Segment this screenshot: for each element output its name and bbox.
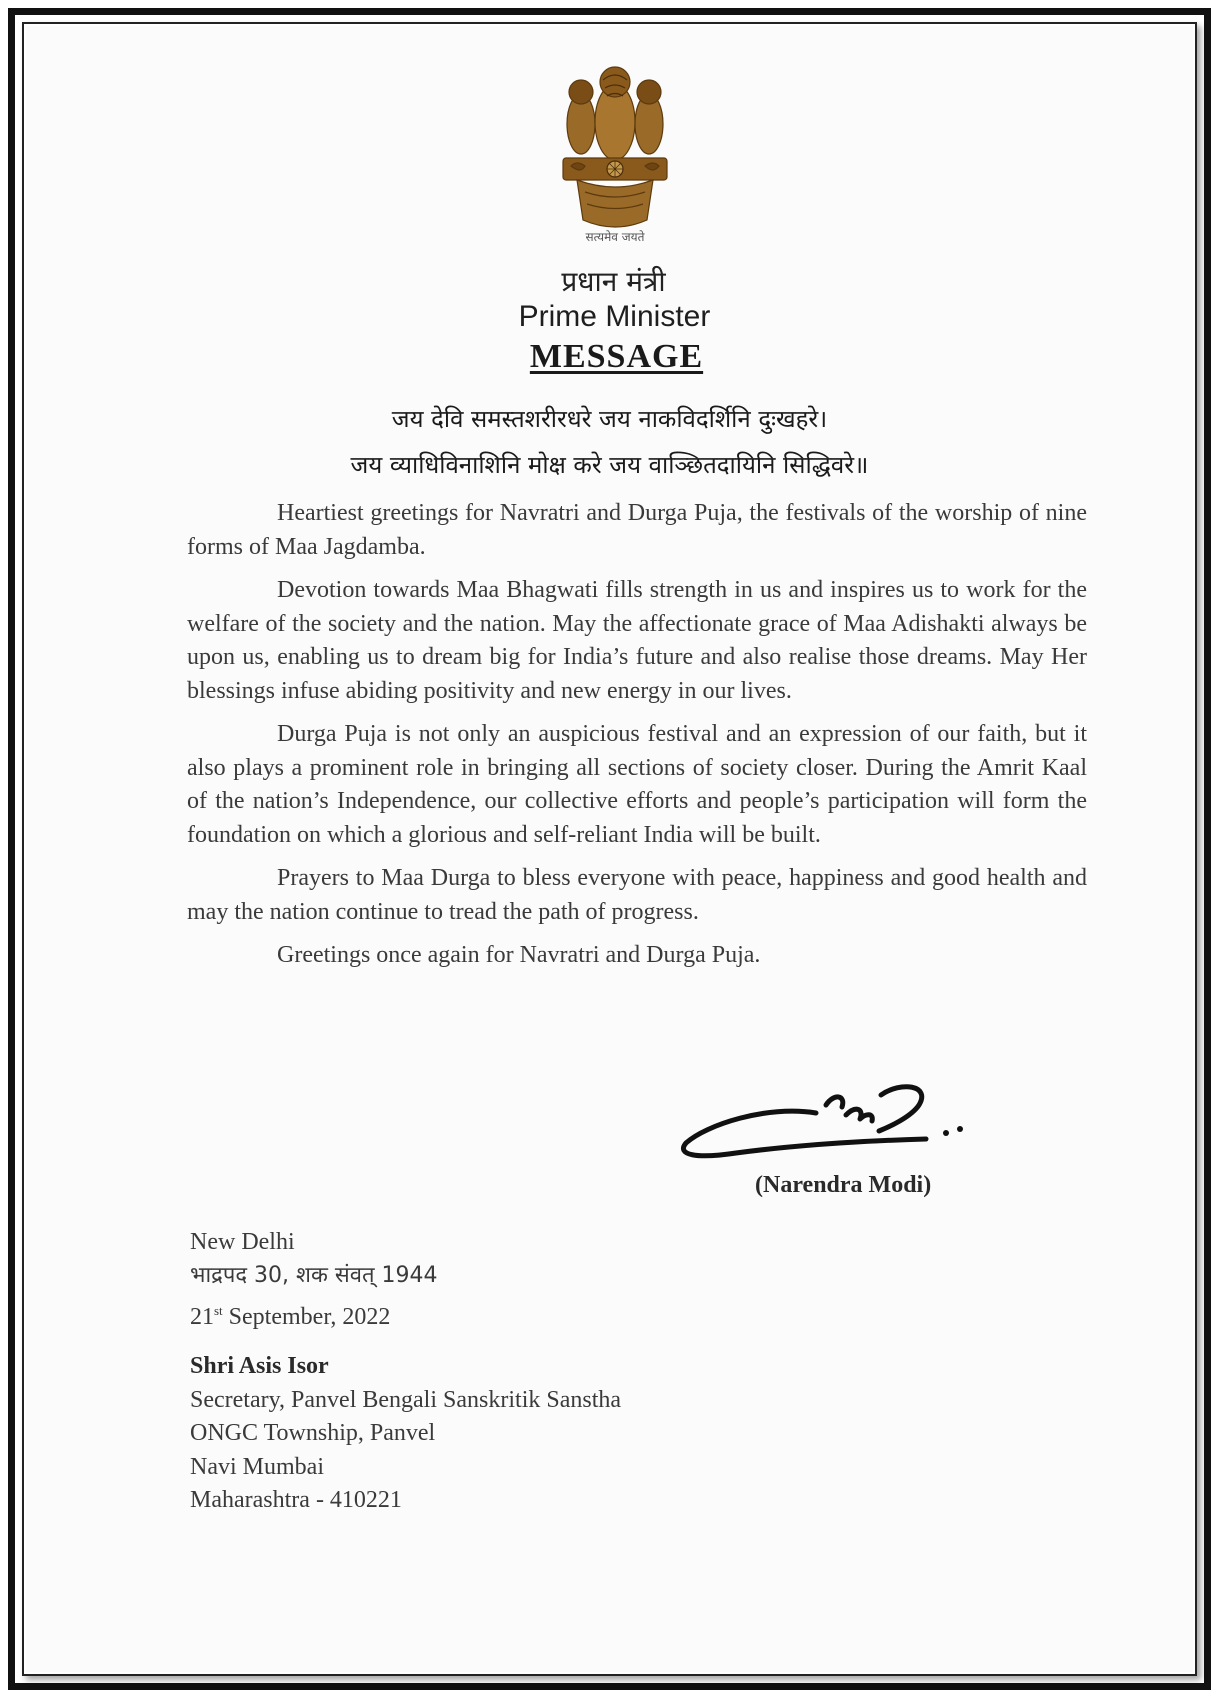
emblem-motto: सत्यमेव जयते bbox=[585, 230, 645, 244]
recipient-address bbox=[190, 1350, 621, 1518]
message-body bbox=[187, 497, 1087, 973]
title-english: Prime Minister bbox=[518, 300, 711, 333]
date-day: 21 bbox=[190, 1304, 214, 1330]
shloka-line-1: जय देवि समस्तशरीरधरे जय नाकविदर्शिनि दुःखहरे। bbox=[391, 405, 828, 433]
recipient-line-1: Secretary, Panvel Bengali Sanskritik Sanstha bbox=[190, 1386, 622, 1413]
recipient-line-2: ONGC Township, Panvel bbox=[190, 1420, 436, 1446]
recipient-line-3: Navi Mumbai bbox=[190, 1453, 324, 1480]
body-paragraph-2: Devotion towards Maa Bhagwati fills strength in us and inspires us to work for the welfare of the society and the nation. May the affectionate grace of Maa Adishakti always be upon us, enabling us to dream big for India’s future and also realise those dreams. May Her blessings infuse abiding positivity and new energy in our lives. bbox=[187, 577, 1087, 704]
date-hindi: भाद्रपद 30, शक संवत् 1944 bbox=[190, 1263, 438, 1288]
date-day-suffix: st bbox=[214, 1303, 223, 1318]
title-hindi: प्रधान मंत्री bbox=[561, 265, 666, 298]
recipient-name: Shri Asis Isor bbox=[190, 1353, 329, 1379]
recipient-line-4: Maharashtra - 410221 bbox=[190, 1487, 402, 1513]
body-paragraph-1: Heartiest greetings for Navratri and Durga Puja, the festivals of the worship of nine forms of Maa Jagdamba. bbox=[187, 500, 1087, 560]
body-paragraph-5: Greetings once again for Navratri and Durga Puja. bbox=[277, 942, 761, 968]
body-paragraph-3: Durga Puja is not only an auspicious festival and an expression of our faith, but it also plays a prominent role in bringing all sections of society closer. During the Amrit Kaal of the nation’s Independence, our collective efforts and people’s participation will form the foundation on which a glorious and self-reliant India will be built. bbox=[187, 721, 1087, 848]
message-heading: MESSAGE bbox=[529, 338, 704, 375]
date-english bbox=[190, 1294, 390, 1334]
signature-icon bbox=[676, 1075, 986, 1170]
place: New Delhi bbox=[190, 1229, 295, 1255]
signer-name: (Narendra Modi) bbox=[755, 1172, 932, 1198]
shloka-line-2: जय व्याधिविनाशिनि मोक्ष करे जय वाञ्छितदायिनि सिद्धिवरे॥ bbox=[350, 451, 869, 479]
date-rest: September, 2022 bbox=[222, 1304, 391, 1330]
body-paragraph-4: Prayers to Maa Durga to bless everyone with peace, happiness and good health and may the nation continue to tread the path of progress. bbox=[187, 865, 1087, 925]
national-emblem-icon bbox=[555, 62, 675, 240]
